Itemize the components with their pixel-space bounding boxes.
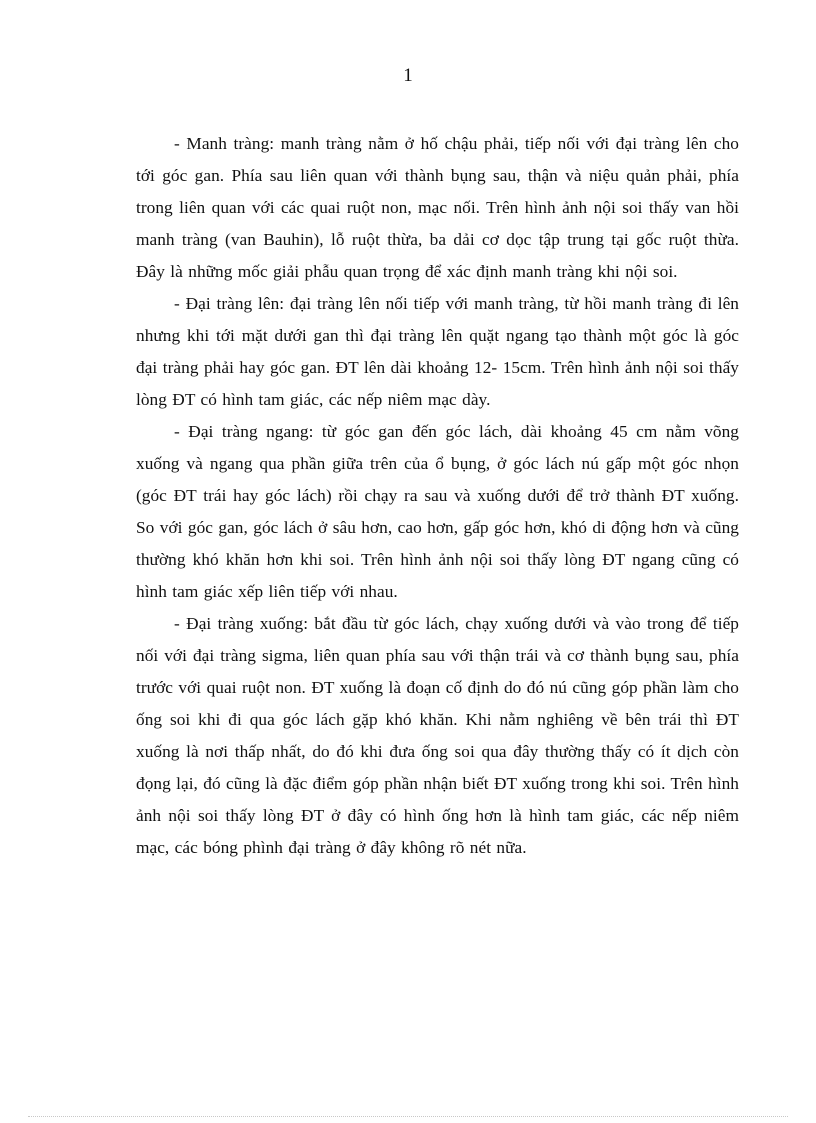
document-body xyxy=(136,128,739,864)
paragraph-dai-trang-ngang: - Đại tràng ngang: từ góc gan đến góc lách, dài khoảng 45 cm nằm võng xuống và ngang qua phần giữa trên của ổ bụng, ở góc lách nú gấp một góc nhọn (góc ĐT trái hay góc lách) rồi chạy ra sau và xuống dưới để trở thành ĐT xuống. So với góc gan, góc lách ở sâu hơn, cao hơn, gấp góc hơn, khó di động hơn và cũng thường khó khăn hơn khi soi. Trên hình ảnh nội soi thấy lòng ĐT ngang cũng có hình tam giác xếp liên tiếp với nhau. xyxy=(136,422,739,601)
page-number: 1 xyxy=(403,65,413,86)
paragraph-dai-trang-xuong: - Đại tràng xuống: bắt đầu từ góc lách, chạy xuống dưới và vào trong để tiếp nối với đại tràng sigma, liên quan phía sau với thận trái và cơ thành bụng sau, phía trước với quai ruột non. ĐT xuống là đoạn cố định do đó nú cũng góp phần làm cho ống soi khi đi qua góc lách gặp khó khăn. Khi nằm nghiêng về bên trái thì ĐT xuống là nơi thấp nhất, do đó khi đưa ống soi qua đây thường thấy có ít dịch còn đọng lại, đó cũng là đặc điểm góp phần nhận biết ĐT xuống trong khi soi. Trên hình ảnh nội soi thấy lòng ĐT ở đây có hình ống hơn là hình tam giác, các nếp niêm mạc, các bóng phình đại tràng ở đây không rõ nét nữa. xyxy=(136,614,739,857)
paragraph-dai-trang-len: - Đại tràng lên: đại tràng lên nối tiếp với manh tràng, từ hồi manh tràng đi lên nhưng khi tới mặt dưới gan thì đại tràng lên quặt ngang tạo thành một góc là góc đại tràng phải hay góc gan. ĐT lên dài khoảng 12- 15cm. Trên hình ảnh nội soi thấy lòng ĐT có hình tam giác, các nếp niêm mạc dày. xyxy=(136,294,739,409)
paragraph-manh-trang: - Manh tràng: manh tràng nằm ở hố chậu phải, tiếp nối với đại tràng lên cho tới góc gan. Phía sau liên quan với thành bụng sau, thận và niệu quản phải, phía trong liên quan với các quai ruột non, mạc nối. Trên hình ảnh nội soi thấy van hồi manh tràng (van Bauhin), lỗ ruột thừa, ba dải cơ dọc tập trung tại gốc ruột thừa. Đây là những mốc giải phẫu quan trọng để xác định manh tràng khi nội soi. xyxy=(136,134,739,281)
page-bottom-dotted-border xyxy=(28,1116,788,1117)
